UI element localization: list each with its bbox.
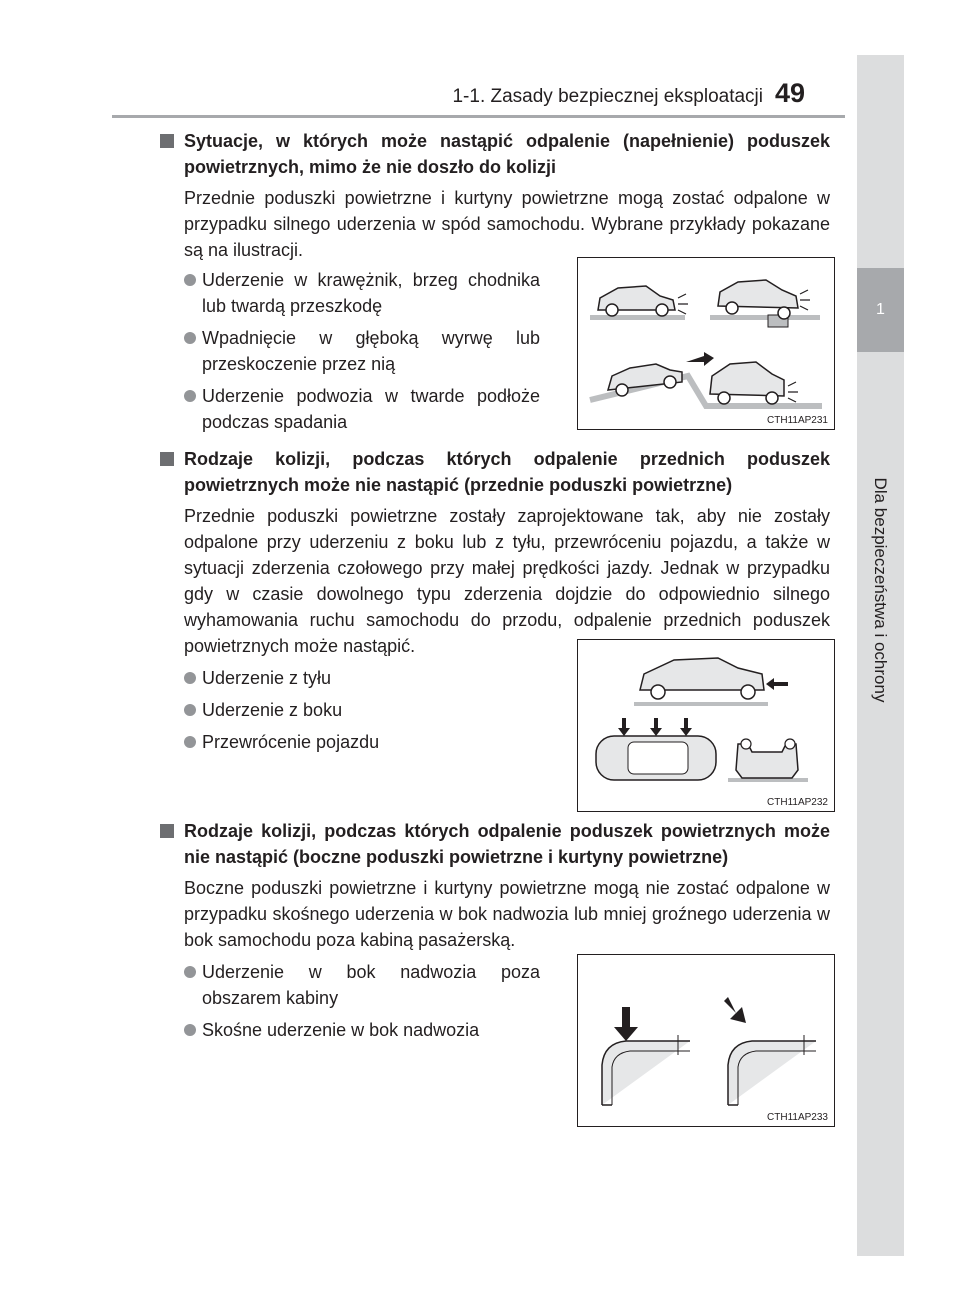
page-number: 49 [775, 78, 806, 108]
list-item [160, 267, 540, 319]
square-bullet-icon [160, 134, 174, 148]
chapter-title-vertical: Dla bezpieczeństwa i ochrony [871, 477, 890, 703]
section-paragraph: Przednie poduszki powietrzne i kurtyny powietrzne mogą zostać odpalone w przypadku silnego uderzenia w spód samochodu. Wybrane przykłady pokazane są na ilustracji. [184, 188, 830, 260]
list-item-text: Uderzenie w bok nadwozia poza obszarem kabiny [202, 962, 540, 1008]
section-paragraph: Przednie poduszki powietrzne zostały zaprojektowane tak, aby nie zostały odpalone przy uderzeniu z boku lub z tyłu, przewróceniu pojazdu, a także w sytuacji zderzenia czołowego przy małej prędkości jazdy. Jednak w przypadku gdy w czasie dowolnego typu zderzenia dojdzie do odpowiednio silnego wyhamowania ruchu samochodu do przodu, odpalenie przednich poduszek powietrznych może nastąpić. [184, 506, 830, 656]
figure-code: CTH11AP231 [767, 415, 828, 426]
car-impact-drawing [578, 640, 834, 811]
list-item [160, 325, 540, 377]
list-item [160, 697, 540, 723]
page-header-title: 1-1. Zasady bezpiecznej eksploatacji [452, 86, 763, 107]
section-heading [160, 818, 830, 870]
list-item-text: Uderzenie z tyłu [202, 668, 332, 688]
section-heading [160, 128, 830, 180]
round-bullet-icon [184, 966, 196, 978]
illustration-undercarriage-impacts [577, 257, 835, 430]
list-item [160, 729, 540, 755]
round-bullet-icon [184, 390, 196, 402]
round-bullet-icon [184, 736, 196, 748]
square-bullet-icon [160, 452, 174, 466]
section-heading-text: Sytuacje, w których może nastąpić odpalenie (napełnienie) poduszek powietrznych, mimo że nie doszło do kolizji [184, 131, 830, 177]
figure-code: CTH11AP233 [767, 1112, 828, 1123]
section-paragraph: Boczne poduszki powietrzne i kurtyny powietrzne mogą nie zostać odpalone w przypadku skośnego uderzenia w bok nadwozia lub mniej groźnego uderzenia w bok samochodu poza kabiną pasażerską. [184, 878, 830, 950]
list-item-text: Uderzenie podwozia w twarde podłoże podczas spadania [202, 386, 540, 432]
figure-code: CTH11AP232 [767, 797, 828, 808]
list-item-text: Wpadnięcie w głęboką wyrwę lub przeskoczenie przez nią [202, 328, 540, 374]
list-item-text: Przewrócenie pojazdu [202, 732, 380, 752]
round-bullet-icon [184, 332, 196, 344]
round-bullet-icon [184, 274, 196, 286]
bullet-list [160, 665, 540, 755]
section-heading [160, 446, 830, 498]
round-bullet-icon [184, 704, 196, 716]
illustration-rear-side-rollover [577, 639, 835, 812]
list-item [160, 1017, 540, 1043]
section-heading-text: Rodzaje kolizji, podczas których odpalenie przednich poduszek powietrznych może nie nastąpić (przednie poduszki powietrzne) [184, 449, 830, 495]
list-item-text: Uderzenie z boku [202, 700, 343, 720]
list-item-text: Uderzenie w krawężnik, brzeg chodnika lub twardą przeszkodę [202, 270, 540, 316]
round-bullet-icon [184, 672, 196, 684]
round-bullet-icon [184, 1024, 196, 1036]
square-bullet-icon [160, 824, 174, 838]
header-divider [112, 115, 845, 118]
list-item [160, 665, 540, 691]
car-impact-drawing [578, 955, 834, 1126]
bullet-list [160, 267, 540, 435]
bullet-list [160, 959, 540, 1043]
chapter-number-box: 1 [857, 268, 904, 352]
illustration-side-impacts [577, 954, 835, 1127]
list-item-text: Skośne uderzenie w bok nadwozia [202, 1020, 480, 1040]
section-heading-text: Rodzaje kolizji, podczas których odpalenie poduszek powietrznych może nie nastąpić (boczne poduszki powietrzne i kurtyny powietrzne) [184, 821, 830, 867]
list-item [160, 959, 540, 1011]
list-item [160, 383, 540, 435]
car-impact-drawing [578, 258, 834, 429]
